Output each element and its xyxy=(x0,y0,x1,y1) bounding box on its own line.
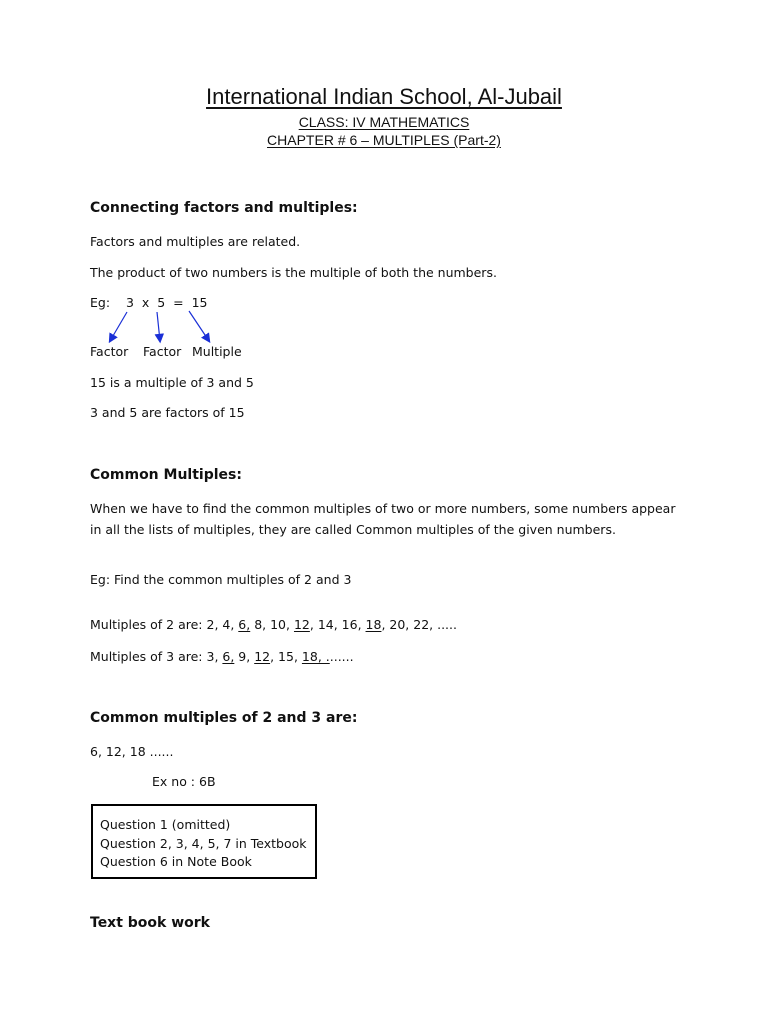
class-line: CLASS: IV MATHEMATICS xyxy=(298,114,470,130)
homework-line: Question 1 (omitted) xyxy=(100,817,231,832)
homework-box xyxy=(91,804,317,879)
school-title: International Indian School, Al-Jubail xyxy=(206,84,562,109)
example-label: Eg: xyxy=(90,295,111,310)
paragraph: The product of two numbers is the multiple of both the numbers. xyxy=(90,265,497,280)
arrow-to-multiple xyxy=(189,311,209,341)
statement-multiple: 15 is a multiple of 3 and 5 xyxy=(90,375,254,390)
section-heading-common-2-3: Common multiples of 2 and 3 are: xyxy=(90,710,358,726)
example-prompt: Eg: Find the common multiples of 2 and 3 xyxy=(90,572,352,587)
arrow-to-factor-1 xyxy=(110,312,127,341)
homework-line: Question 2, 3, 4, 5, 7 in Textbook xyxy=(100,835,307,851)
exercise-number: Ex no : 6B xyxy=(152,774,216,789)
arrow-to-factor-2 xyxy=(157,312,160,341)
section-heading-textbook-work: Text book work xyxy=(90,915,210,931)
label-multiple: Multiple xyxy=(192,344,242,359)
paragraph: Factors and multiples are related. xyxy=(90,234,301,249)
example-expression: 3 x 5 = 15 xyxy=(126,295,208,310)
statement-factors: 3 and 5 are factors of 15 xyxy=(90,405,245,420)
common-multiples-values: 6, 12, 18 ...... xyxy=(90,744,174,759)
chapter-line: CHAPTER # 6 – MULTIPLES (Part-2) xyxy=(267,132,501,148)
multiples-of-2: Multiples of 2 are: 2, 4, 6, 8, 10, 12, 14, 16, 18, 20, 22, ..... xyxy=(90,617,457,632)
definition-line-2: in all the lists of multiples, they are called Common multiples of the given numbers. xyxy=(90,522,616,537)
homework-line: Question 6 in Note Book xyxy=(100,854,252,869)
section-heading-connecting: Connecting factors and multiples: xyxy=(90,200,358,216)
definition-line-1: When we have to find the common multiples of two or more numbers, some numbers appear xyxy=(90,501,676,516)
multiples-of-3: Multiples of 3 are: 3, 6, 9, 12, 15, 18, ....... xyxy=(90,649,354,664)
section-heading-common-multiples: Common Multiples: xyxy=(90,467,242,483)
label-factor-1: Factor xyxy=(90,344,129,359)
label-factor-2: Factor xyxy=(143,344,182,359)
